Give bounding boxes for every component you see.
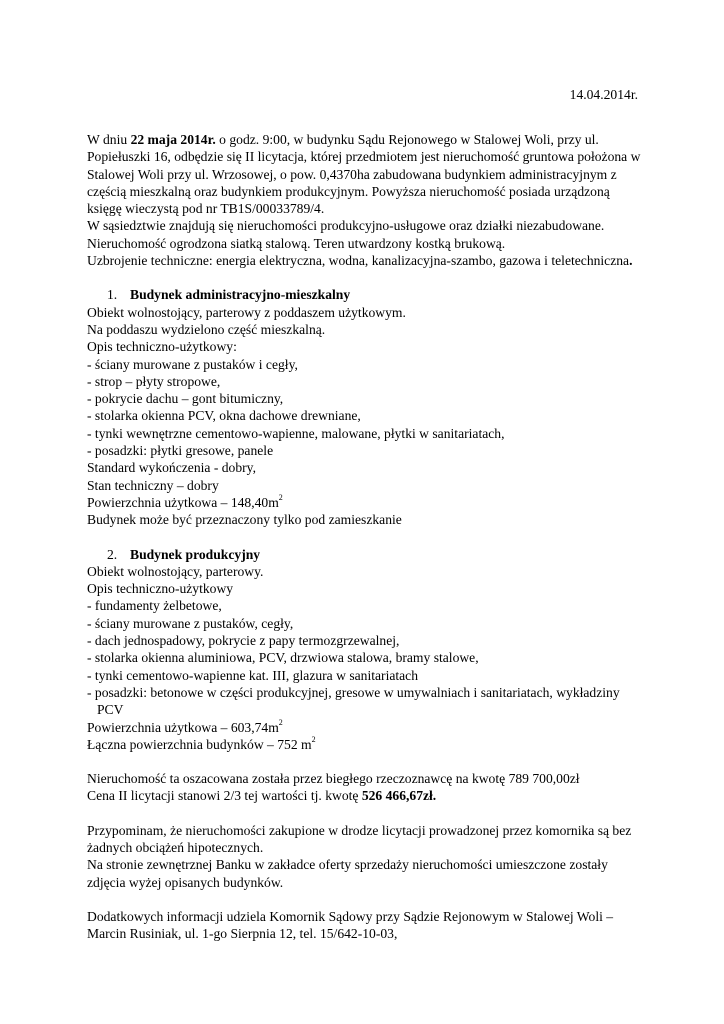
section-1-number: 1. — [107, 287, 118, 303]
section-1-item: - posadzki: płytki gresowe, panele — [87, 443, 274, 459]
section-1-line: Standard wykończenia - dobry, — [87, 460, 256, 476]
section-2-item: - fundamenty żelbetowe, — [87, 598, 222, 614]
intro-line-1 — [87, 131, 647, 148]
section-2-item: - dach jednospadowy, pokrycie z papy termozgrzewalnej, — [87, 633, 400, 649]
section-2-item-continuation: PCV — [97, 702, 124, 718]
total-area-text: Łączna powierzchnia budynków – 752 m — [87, 736, 312, 752]
area-unit-sup: 2 — [278, 717, 283, 727]
section-1-heading — [87, 286, 647, 303]
section-1-line: Stan techniczny – dobry — [87, 477, 219, 493]
contact-line: Dodatkowych informacji udziela Komornik Sądowy przy Sądzie Rejonowym w Stalowej Woli – — [87, 908, 614, 924]
intro-line-7: Nieruchomość ogrodzona siatką stalową. Teren utwardzony kostką brukową. — [87, 235, 506, 251]
utilities-dot: . — [629, 253, 633, 269]
reminder-line: zdjęcia wyżej opisanych budynków. — [87, 874, 284, 890]
section-1-line: Na poddaszu wydzielono część mieszkalną. — [87, 321, 326, 337]
section-2-item: - ściany murowane z pustaków, cegły, — [87, 615, 294, 631]
section-1-area — [87, 494, 647, 511]
intro-line-3: Stalowej Woli przy ul. Wrzosowej, o pow. 0,4370ha zabudowana budynkiem administracyjnym z — [87, 166, 617, 182]
area-unit-sup: 2 — [278, 493, 283, 503]
section-2-item: - posadzki: betonowe w części produkcyjnej, gresowe w umywalniach i sanitariatach, wykładziny — [87, 684, 620, 700]
section-2-title: Budynek produkcyjny — [130, 546, 261, 562]
section-1-item: - pokrycie dachu – gont bitumiczny, — [87, 391, 284, 407]
area-text: Powierzchnia użytkowa – 148,40m — [87, 494, 279, 510]
auction-date: 22 maja 2014r. — [130, 132, 216, 147]
area-text: Powierzchnia użytkowa – 603,74m — [87, 719, 279, 735]
document-date: 14.04.2014r. — [569, 87, 638, 102]
section-1-line: Obiekt wolnostojący, parterowy z poddaszem użytkowym. — [87, 304, 406, 320]
auction-price-line — [87, 787, 647, 804]
valuation-line: Nieruchomość ta oszacowana została przez biegłego rzeczoznawcę na kwotę 789 700,00zł — [87, 771, 580, 787]
section-1-item: - tynki wewnętrzne cementowo-wapienne, malowane, płytki w sanitariatach, — [87, 425, 505, 441]
section-2-line: Obiekt wolnostojący, parterowy. — [87, 563, 264, 579]
auction-price: 526 466,67zł. — [361, 788, 437, 804]
contact-line: Marcin Rusiniak, ul. 1-go Sierpnia 12, tel. 15/642-10-03, — [87, 926, 398, 942]
section-2-item: - stolarka okienna aluminiowa, PCV, drzwiowa stalowa, bramy stalowe, — [87, 650, 479, 666]
section-2-number: 2. — [107, 546, 118, 562]
section-2-area — [87, 719, 647, 736]
section-1-title: Budynek administracyjno-mieszkalny — [130, 287, 351, 303]
intro-line-8 — [87, 252, 647, 269]
reminder-line: Na stronie zewnętrznej Banku w zakładce oferty sprzedaży nieruchomości umieszczone zostały — [87, 857, 608, 873]
section-2-heading — [87, 546, 647, 563]
document-body — [87, 131, 647, 942]
section-1-line: Opis techniczno-użytkowy: — [87, 339, 237, 355]
total-area — [87, 736, 647, 753]
section-1-item: - ściany murowane z pustaków i cegły, — [87, 356, 298, 372]
section-2-item: - tynki cementowo-wapienne kat. III, glazura w sanitariatach — [87, 667, 419, 683]
reminder-line: żadnych obciążeń hipotecznych. — [87, 839, 264, 855]
section-1-item: - strop – płyty stropowe, — [87, 373, 221, 389]
section-2-line: Opis techniczno-użytkowy — [87, 581, 234, 597]
intro-line-2: Popiełuszki 16, odbędzie się II licytacja, której przedmiotem jest nieruchomość gruntowa położona w — [87, 149, 641, 165]
section-1-item: - stolarka okienna PCV, okna dachowe drewniane, — [87, 408, 361, 424]
intro-text: W dniu — [87, 132, 131, 147]
intro-line-6: W sąsiedztwie znajdują się nieruchomości produkcyjno-usługowe oraz działki niezabudowane. — [87, 218, 605, 234]
intro-line-5: księgę wieczystą pod nr TB1S/00033789/4. — [87, 201, 325, 217]
section-1-line: Budynek może być przeznaczony tylko pod zamieszkanie — [87, 512, 402, 528]
price-text: Cena II licytacji stanowi 2/3 tej wartości tj. kwotę — [87, 788, 362, 804]
reminder-line: Przypominam, że nieruchomości zakupione w drodze licytacji prowadzonej przez komornika są bez — [87, 822, 632, 838]
utilities-text: Uzbrojenie techniczne: energia elektryczna, wodna, kanalizacyjna-szambo, gazowa i teletechniczna — [87, 253, 630, 269]
intro-line-4: częścią mieszkalną oraz budynkiem produkcyjnym. Powyższa nieruchomość posiada urządzoną — [87, 183, 610, 199]
intro-text: o godz. 9:00, w budynku Sądu Rejonowego w Stalowej Woli, przy ul. — [215, 132, 599, 147]
total-area-unit-sup: 2 — [311, 735, 316, 745]
